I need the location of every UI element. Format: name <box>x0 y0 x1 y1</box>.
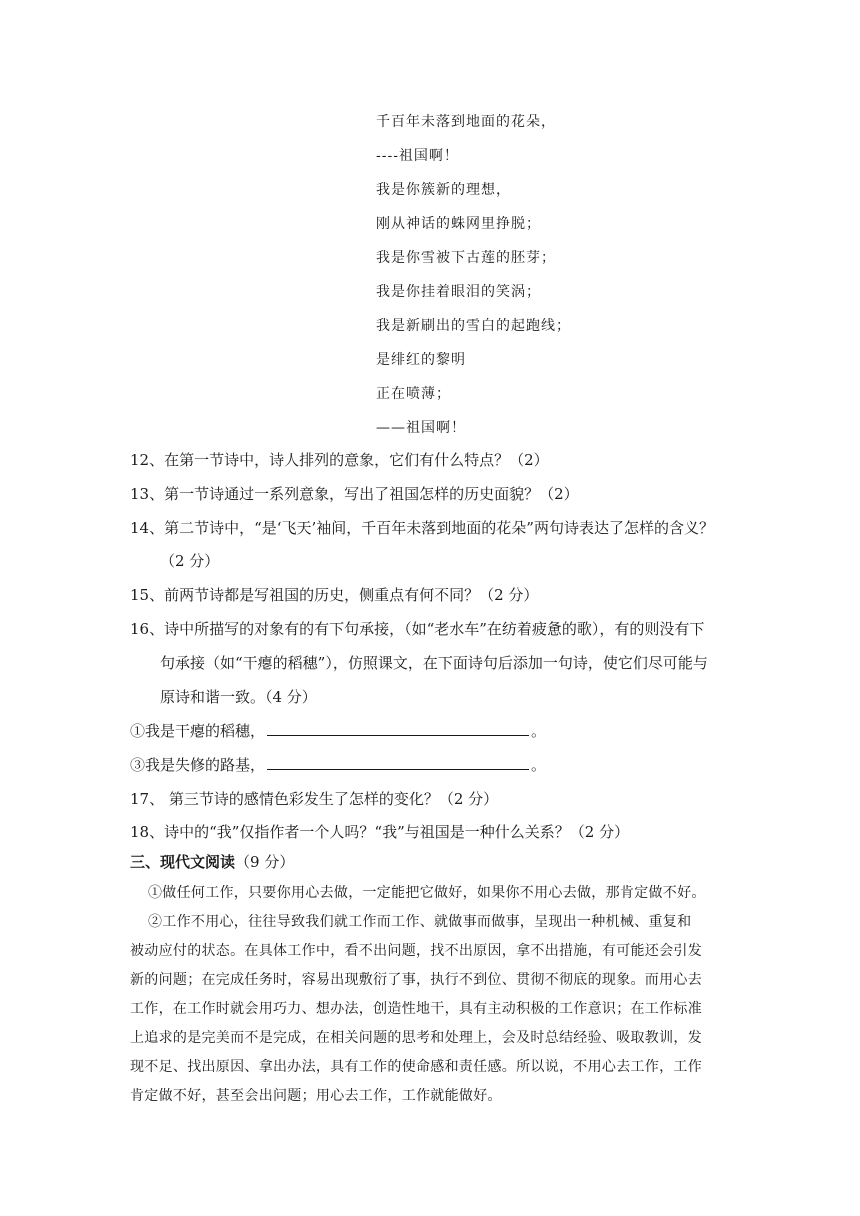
fill-item-suffix: 。 <box>531 722 547 740</box>
poem-line: 我是你挂着眼泪的笑涡； <box>376 284 541 300</box>
question-18: 18、诗中的“我”仅指作者一个人吗？“我”与祖国是一种什么关系？（2 分） <box>130 823 630 841</box>
poem-line: 我是新刷出的雪白的起跑线； <box>376 318 571 334</box>
paragraph-line: 上追求的是完美而不是完成，在相关问题的思考和处理上，会及时总结经验、吸取教训，发 <box>130 1030 702 1046</box>
question-16-cont: 原诗和谐一致。（4 分） <box>160 688 317 706</box>
paragraph-line: ②工作不用心，往往导致我们就工作而工作、就做事而做事，呈现出一种机械、重复和 <box>148 914 692 930</box>
poem-line: ——祖国啊！ <box>376 420 466 436</box>
section-title: 三、现代文阅读 <box>130 853 236 871</box>
poem-line: 我是你簇新的理想， <box>376 182 511 198</box>
fill-item-suffix: 。 <box>531 756 547 774</box>
poem-line: 是绯红的黎明 <box>376 352 466 368</box>
fill-item-3 <box>130 755 740 775</box>
section-score: （9 分） <box>235 853 295 871</box>
question-14: 14、第二节诗中，“是‘飞天’袖间，千百年未落到地面的花朵”两句诗表达了怎样的含义？ <box>130 519 714 537</box>
paragraph-line: 工作，在工作时就会用巧力、想办法，创造性地干，具有主动积极的工作意识；在工作标准 <box>130 1001 702 1017</box>
paragraph-line: 现不足、找出原因、拿出办法，具有工作的使命感和责任感。所以说，不用心去工作，工作 <box>130 1059 702 1075</box>
poem-line: ----祖国啊！ <box>376 148 459 164</box>
poem-line: 我是你雪被下古莲的胚芽； <box>376 250 556 266</box>
paragraph-line: 被动应付的状态。在具体工作中，看不出问题，找不出原因，拿不出措施，有可能还会引发 <box>130 943 702 959</box>
paragraph-line: ①做任何工作，只要你用心去做，一定能把它做好，如果你不用心去做，那肯定做不好。 <box>148 885 706 901</box>
fill-item-prefix: ①我是干瘪的稻穗， <box>130 722 266 740</box>
question-15: 15、前两节诗都是写祖国的历史，侧重点有何不同？（2 分） <box>130 586 539 604</box>
answer-blank[interactable] <box>267 755 529 770</box>
answer-blank[interactable] <box>267 721 529 736</box>
question-16: 16、诗中所描写的对象有的有下句承接，（如“老水车”在纺着疲惫的歌），有的则没有下 <box>130 620 705 638</box>
poem-line: 正在喷薄； <box>376 386 451 402</box>
section-heading <box>130 852 294 872</box>
paragraph-line: 新的问题；在完成任务时，容易出现敷衍了事，执行不到位、贯彻不彻底的现象。而用心去 <box>130 972 702 988</box>
question-13: 13、第一节诗通过一系列意象，写出了祖国怎样的历史面貌？（2） <box>130 485 579 503</box>
fill-item-prefix: ③我是失修的路基， <box>130 756 266 774</box>
question-17: 17、 第三节诗的感情色彩发生了怎样的变化？（2 分） <box>130 790 499 808</box>
question-12: 12、在第一节诗中，诗人排列的意象，它们有什么特点？（2） <box>130 451 549 469</box>
fill-item-1 <box>130 721 740 741</box>
poem-line: 千百年未落到地面的花朵， <box>376 114 556 130</box>
question-16-cont: 句承接（如“干瘪的稻穗”），仿照课文，在下面诗句后添加一句诗，使它们尽可能与 <box>160 654 708 672</box>
poem-line: 刚从神话的蛛网里挣脱； <box>376 216 541 232</box>
paragraph-line: 肯定做不好，甚至会出问题；用心去工作，工作就能做好。 <box>130 1088 502 1104</box>
poem-excerpt <box>376 108 571 448</box>
reading-paragraph-1 <box>130 883 736 912</box>
question-14-score: （2 分） <box>160 552 220 570</box>
reading-paragraph-2 <box>130 912 736 1115</box>
